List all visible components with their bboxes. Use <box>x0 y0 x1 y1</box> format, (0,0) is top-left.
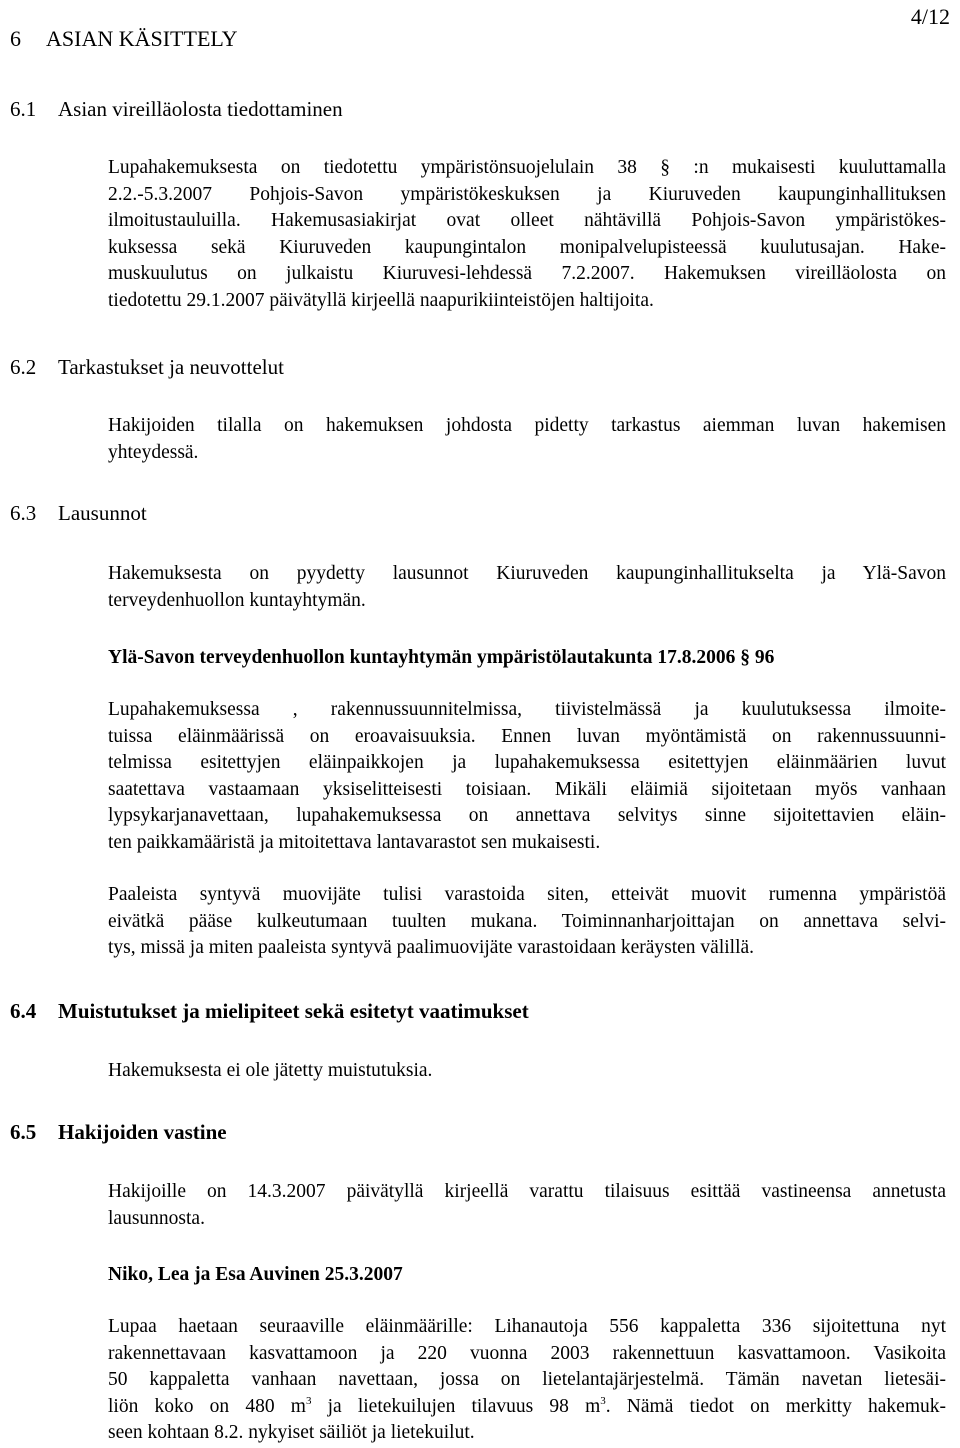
section-6-3-paragraph-1 <box>108 697 946 857</box>
paragraph-line: 2.2.-5.3.2007 Pohjois-Savon ympäristökeskuksen ja Kiuruveden kaupunginhallituksen <box>108 183 946 205</box>
section-6-2-number: 6.2 <box>10 355 37 379</box>
section-6-4-number: 6.4 <box>10 999 37 1023</box>
section-6-5-number: 6.5 <box>10 1120 37 1144</box>
paragraph-line: Lupahakemuksesta on tiedotettu ympäristönsuojelulain 38 § :n mukaisesti kuuluttamalla <box>108 157 946 178</box>
section-6-1-heading <box>10 96 343 122</box>
section-6-title: ASIAN KÄSITTELY <box>46 26 238 51</box>
paragraph-line: kuksessa sekä Kiuruveden kaupungintalon monipalvelupisteessä kuulutusajan. Hake- <box>108 236 946 258</box>
section-6-2-title: Tarkastukset ja neuvottelut <box>58 355 284 379</box>
paragraph-line: 50 kappaletta vanhaan navettaan, jossa on lietelantajärjestelmä. Tämän navetan lietesäi- <box>108 1369 946 1391</box>
paragraph-line: lypsykarjanavettaan, lupahakemuksessa on annettava selvitys sinne sijoitettavien eläin- <box>108 805 946 827</box>
line-text: liön koko on 480 m <box>108 1395 306 1417</box>
paragraph-line: tys, missä ja miten paaleista syntyvä paalimuovijäte varastoidaan keräysten välillä. <box>108 937 755 959</box>
paragraph-line: seen kohtaan 8.2. nykyiset säiliöt ja lietekuilut. <box>108 1422 475 1444</box>
paragraph-line-with-superscripts <box>108 1394 946 1421</box>
superscript: 3 <box>305 1394 312 1407</box>
section-6-4-text: Hakemuksesta ei ole jätetty muistutuksia. <box>108 1060 433 1081</box>
section-6-3-paragraph-2 <box>108 882 946 962</box>
section-6-4-title: Muistutukset ja mielipiteet sekä esitetyt vaatimukset <box>58 999 529 1023</box>
paragraph-line: Hakemuksesta on pyydetty lausunnot Kiuruveden kaupunginhallitukselta ja Ylä-Savon <box>108 563 946 584</box>
paragraph-line: Hakijoiden tilalla on hakemuksen johdosta pidetty tarkastus aiemman luvan hakemisen <box>108 415 946 436</box>
page-number: 4/12 <box>910 4 950 29</box>
response-paragraph <box>108 1314 946 1447</box>
paragraph-line: Paaleista syntyvä muovijäte tulisi varastoida siten, etteivät muovit rumenna ympäristöä <box>108 884 946 905</box>
paragraph-line: yhteydessä. <box>108 441 199 463</box>
statement-heading: Ylä-Savon terveydenhuollon kuntayhtymän ympäristölautakunta 17.8.2006 § 96 <box>108 647 775 668</box>
section-6-5-paragraph <box>108 1179 946 1232</box>
section-6-1-number: 6.1 <box>10 97 37 121</box>
paragraph-line: telmissa esitettyjen eläinpaikkojen ja lupahakemuksessa esitettyjen eläinmäärien luvut <box>108 752 946 774</box>
line-text: . Nämä tiedot on merkitty hakemuk- <box>605 1395 946 1417</box>
section-6-3-heading <box>10 500 147 526</box>
paragraph-line: tiedotettu 29.1.2007 päivätyllä kirjeellä naapurikiinteistöjen haltijoita. <box>108 289 654 311</box>
paragraph-line: tuissa eläinmäärissä on eroavaisuuksia. Ennen luvan myöntämistä on rakennussuunni- <box>108 725 946 747</box>
section-6-3-title: Lausunnot <box>58 501 147 525</box>
section-6-5-title: Hakijoiden vastine <box>58 1120 227 1144</box>
paragraph-line: ilmoitustauluilla. Hakemusasiakirjat ovat olleet nähtävillä Pohjois-Savon ympäristökes- <box>108 210 946 232</box>
paragraph-line: eivätkä pääse kulkeutumaan tuulten mukana. Toiminnanharjoittajan on annettava selvi- <box>108 910 946 932</box>
line-text: ja lietekuilujen tilavuus 98 m <box>311 1395 601 1417</box>
paragraph-line: Hakijoille on 14.3.2007 päivätyllä kirjeellä varattu tilaisuus esittää vastineensa annetusta <box>108 1181 946 1202</box>
section-6-1-title: Asian vireilläolosta tiedottaminen <box>58 97 343 121</box>
section-6-3-intro <box>108 561 946 614</box>
section-6-number: 6 <box>10 26 21 51</box>
section-6-heading <box>10 26 238 52</box>
paragraph-line: muskuulutus on julkaistu Kiuruvesi-lehdessä 7.2.2007. Hakemuksen vireilläolosta on <box>108 263 946 285</box>
response-heading: Niko, Lea ja Esa Auvinen 25.3.2007 <box>108 1264 403 1285</box>
paragraph-line: rakennettavaan kasvattamoon ja 220 vuonna 2003 rakennettuun kasvattamoon. Vasikoita <box>108 1342 946 1364</box>
section-6-4-heading <box>10 998 529 1024</box>
paragraph-line: saatettava vastaamaan yksiselitteisesti toisiaan. Mikäli eläimiä sijoitetaan myös vanhaan <box>108 778 946 800</box>
superscript: 3 <box>600 1394 606 1407</box>
paragraph-line: Lupahakemuksessa , rakennussuunnitelmissa, tiivistelmässä ja kuulutuksessa ilmoite- <box>108 699 946 720</box>
paragraph-line: lausunnosta. <box>108 1207 205 1229</box>
paragraph-line: terveydenhuollon kuntayhtymän. <box>108 589 366 611</box>
paragraph-line: Lupaa haetaan seuraaville eläinmäärille: Lihanautoja 556 kappaletta 336 sijoitettuna nyt <box>108 1316 946 1337</box>
section-6-1-paragraph <box>108 155 946 315</box>
section-6-5-heading <box>10 1119 227 1145</box>
section-6-2-paragraph <box>108 413 946 466</box>
section-6-3-number: 6.3 <box>10 501 37 525</box>
section-6-2-heading <box>10 354 284 380</box>
paragraph-line: ten paikkamääristä ja mitoitettava lantavarastot sen mukaisesti. <box>108 831 601 853</box>
